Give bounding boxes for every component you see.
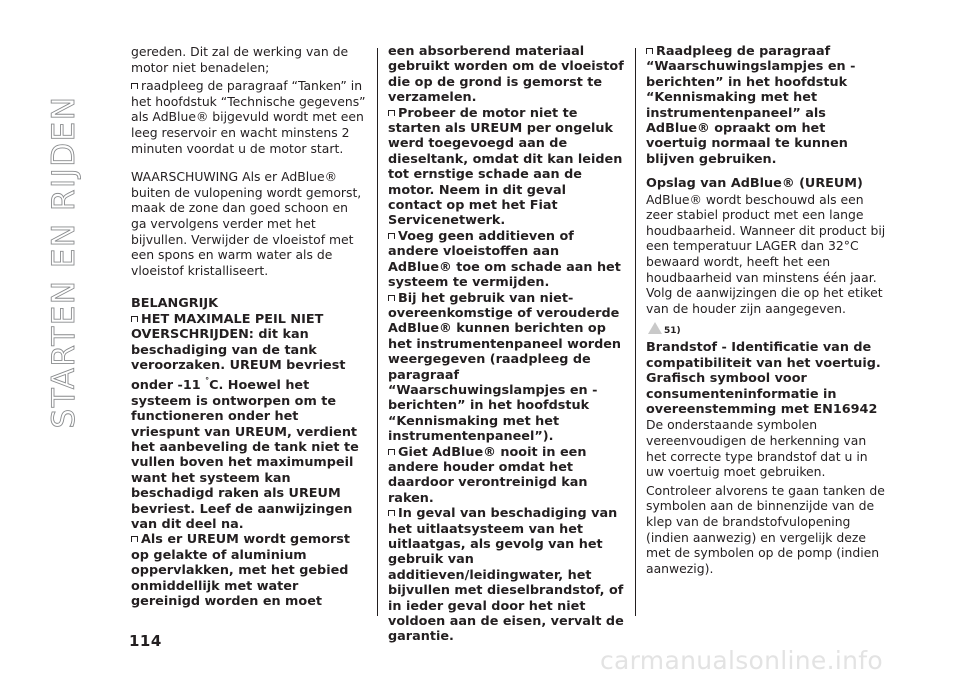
bullet-text: Probeer de motor niet te starten als UREUM per ongeluk werd toegevoegd aan de dieseltank, omdat dit kan leiden tot ernstige schade aan de motor. Neem in dit geval contact op met het Fiat Servicenetwerk. <box>388 105 623 229</box>
warning-reference-number: 51) <box>664 326 681 337</box>
bullet-icon <box>131 536 138 542</box>
bullet-icon <box>388 233 395 239</box>
bullet-icon <box>131 83 138 89</box>
bullet-icon <box>388 510 395 516</box>
page-number: 114 <box>129 632 162 650</box>
bullet-text: HET MAXIMALE PEIL NIET OVERSCHRIJDEN: dit kan beschadiging van de tank veroorzaken. UREUM bevriest onder -11 <box>131 311 346 394</box>
bullet-paragraph <box>646 44 886 167</box>
bullet-text: Bij het gebruik van niet-overeenkomstige of verouderde AdBlue® kunnen berichten op het instrumentenpaneel worden weergegeven (raadpleeg de paragraaf “Waarschuwingslampjes en -berichten” in het hoofdstuk “Kennismaking met het instrumentenpaneel”). <box>388 290 622 445</box>
bullet-paragraph <box>131 532 367 609</box>
bullet-icon <box>646 48 653 54</box>
bullet-text: Als er UREUM wordt gemorst op gelakte of aluminium oppervlakken, met het gebied onmiddellijk met water gereinigd worden en moet <box>131 532 351 610</box>
column-divider <box>377 48 378 616</box>
bullet-icon <box>388 449 395 455</box>
watermark: carmanualsonline.info <box>600 646 883 675</box>
chapter-side-title: STARTEN EN RIJDEN <box>46 95 82 429</box>
degree-sign: ° <box>205 376 210 386</box>
section-heading: BELANGRIJK <box>131 296 219 312</box>
column-2 <box>388 44 624 645</box>
bullet-icon <box>388 295 395 301</box>
bullet-paragraph <box>388 291 624 445</box>
bullet-icon <box>388 110 395 116</box>
bullet-paragraph <box>388 106 624 229</box>
bullet-paragraph <box>388 229 624 291</box>
warning-paragraph: WAARSCHUWING Als er AdBlue® buiten de vulopening wordt gemorst, maak de zone dan goed schoon en ga vervolgens verder met het bijvullen. Verwijder de vloeistof met een spons en warm water als de vloeistof kristalliseert. <box>131 169 362 278</box>
paragraph: gereden. Dit zal de werking van de motor niet benadelen; <box>131 44 349 75</box>
warning-reference <box>646 322 886 338</box>
column-3 <box>646 44 886 576</box>
section-heading: Brandstof - Identificatie van de compatibiliteit van het voertuig. Grafisch symbool voor consumenteninformatie in overeenstemming met EN16942 <box>646 340 881 418</box>
paragraph: Controleer alvorens te gaan tanken de symbolen aan de binnenzijde van de klep van de brandstofvulopening (indien aanwezig) en vergelijk deze met de symbolen op de pomp (indien aanwezig). <box>646 482 885 576</box>
column-divider <box>635 48 636 616</box>
bullet-text: Voeg geen additieven of andere vloeistoffen aan AdBlue® toe om schade aan het systeem te vermijden. <box>388 228 621 291</box>
bullet-paragraph <box>131 78 367 156</box>
bullet-paragraph <box>131 312 367 533</box>
paragraph: De onderstaande symbolen vereenvoudigen de herkenning van het correcte type brandstof dat u in uw voertuig moet gebruiken. <box>646 417 868 480</box>
bullet-text: In geval van beschadiging van het uitlaatsysteem van het uitlaatgas, als gevolg van het gebruik van additieven/leidingwater, het bijvullen met dieselbrandstof, of in ieder geval door het niet voldoen aan de eisen, vervalt de garantie. <box>388 506 624 645</box>
bullet-icon <box>131 316 138 322</box>
paragraph: AdBlue® wordt beschouwd als een zeer stabiel product met een lange houdbaarheid. Wanneer dit product bij een temperatuur LAGER dan 32°C bewaard wordt, heeft het een houdbaarheid van minstens één jaar. Volg de aanwijzingen die op het etiket van de houder zijn aangegeven. <box>646 191 886 316</box>
paragraph: een absorberend materiaal gebruikt worden om de vloeistof die op de grond is gemorst te verzamelen. <box>388 44 624 106</box>
bullet-text: Giet AdBlue® nooit in een andere houder omdat het daardoor verontreinigd kan raken. <box>388 444 588 506</box>
bullet-text: C. Hoewel het systeem is ontworpen om te functioneren onder het vriespunt van UREUM, verdient het aanbeveling de tank niet te vullen boven het maximumpeil want het systeem kan beschadigd raken als UREUM bevriest. Leef de aanwijzingen van dit deel na. <box>131 378 359 532</box>
bullet-paragraph <box>388 445 624 507</box>
column-1 <box>131 44 367 609</box>
bullet-paragraph <box>388 506 624 645</box>
warning-triangle-icon <box>648 322 662 334</box>
bullet-text: Raadpleeg de paragraaf “Waarschuwingslampjes en -berichten” in het hoofdstuk “Kennismaking met het instrumentenpaneel” als AdBlue® opraakt om het voertuig normaal te kunnen blijven gebruiken. <box>646 44 856 167</box>
section-heading: Opslag van AdBlue® (UREUM) <box>646 176 863 192</box>
bullet-text: raadpleeg de paragraaf “Tanken” in het hoofdstuk “Technische gegevens” als AdBlue® bijgevuld wordt met een leeg reservoir en wacht minstens 2 minuten voordat u de motor start. <box>131 78 366 156</box>
